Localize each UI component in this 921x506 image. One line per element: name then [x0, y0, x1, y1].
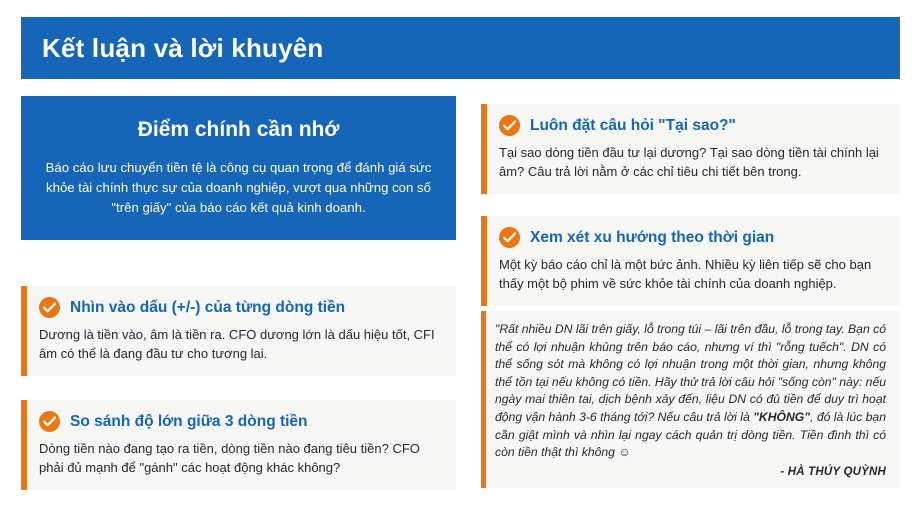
- advice-card-trend-over-time: [481, 216, 900, 306]
- advice-card-ask-why: [481, 104, 900, 194]
- check-circle-icon: [39, 411, 60, 432]
- advice-card-sign-of-cashflow: [21, 286, 456, 376]
- advice-card-compare-magnitude: [21, 400, 456, 490]
- quote-part-2: , đó là lúc bạn cần giật mình và nhìn lại ngay cách quản trị dòng tiền. Tiền đình thì có còn tiền thật thì không ☺: [495, 409, 886, 460]
- page-title: Kết luận và lời khuyên: [42, 32, 324, 63]
- quote-box: [481, 311, 900, 488]
- check-circle-icon: [499, 227, 520, 248]
- card-body: Một kỳ báo cáo chỉ là một bức ảnh. Nhiều kỳ liên tiếp sẽ cho bạn thấy một bộ phim về sức khỏe tài chính của doanh nghiệp.: [499, 257, 872, 291]
- quote-emphasis: "KHÔNG": [753, 409, 811, 424]
- card-title: Luôn đặt câu hỏi "Tại sao?": [530, 116, 736, 134]
- key-points-body: Báo cáo lưu chuyển tiền tệ là công cụ quan trọng để đánh giá sức khỏe tài chính thực sự của doanh nghiệp, vượt qua những con số "trên giấy" của báo cáo kết quả kinh doanh.: [45, 160, 432, 215]
- card-header: [499, 227, 886, 248]
- quote-author: - HÀ THÚY QUỲNH: [780, 465, 886, 478]
- key-points-title: Điểm chính cần nhớ: [137, 118, 340, 141]
- slide-header-bar: [21, 17, 900, 79]
- card-header: [39, 297, 442, 318]
- card-header: [499, 115, 886, 136]
- card-body: Tại sao dòng tiền đầu tư lại dương? Tại sao dòng tiền tài chính lại âm? Câu trả lời nằm ở các chỉ tiêu chi tiết bên trong.: [499, 145, 879, 179]
- check-circle-icon: [499, 115, 520, 136]
- check-circle-icon: [39, 297, 60, 318]
- card-title: Xem xét xu hướng theo thời gian: [530, 228, 775, 246]
- card-header: [39, 411, 442, 432]
- quote-text: [495, 321, 886, 462]
- card-title: Nhìn vào dấu (+/-) của từng dòng tiền: [70, 298, 346, 316]
- card-title: So sánh độ lớn giữa 3 dòng tiền: [70, 412, 308, 430]
- quote-part-1: "Rất nhiều DN lãi trên giấy, lỗ trong túi – lãi trên đầu, lỗ trong tay. Bạn có thể có lợi nhuận khủng trên báo cáo, nhưng ví thì "rỗng tuếch". DN có thể sống sót mà không có lợi nhuận trong một thời gian, nhưng không thể tồn tại nếu không có tiền. Hãy thử trả lời câu hỏi "sống còn" này: nếu ngày mai thiên tai, dịch bệnh xảy đến, liệu DN có đủ tiền để duy trì hoạt động vận hành 3-6 tháng tới? Nếu câu trả lời là: [495, 322, 886, 424]
- card-body: Dương là tiền vào, âm là tiền ra. CFO dương lớn là dấu hiệu tốt, CFI âm có thể là đang đầu tư cho tương lai.: [39, 327, 435, 361]
- key-points-box: [21, 96, 456, 240]
- card-body: Dòng tiền nào đang tạo ra tiền, dòng tiền nào đang tiêu tiền? CFO phải đủ mạnh để "gánh" các hoạt động khác không?: [39, 441, 420, 475]
- key-points-panel: [21, 96, 456, 240]
